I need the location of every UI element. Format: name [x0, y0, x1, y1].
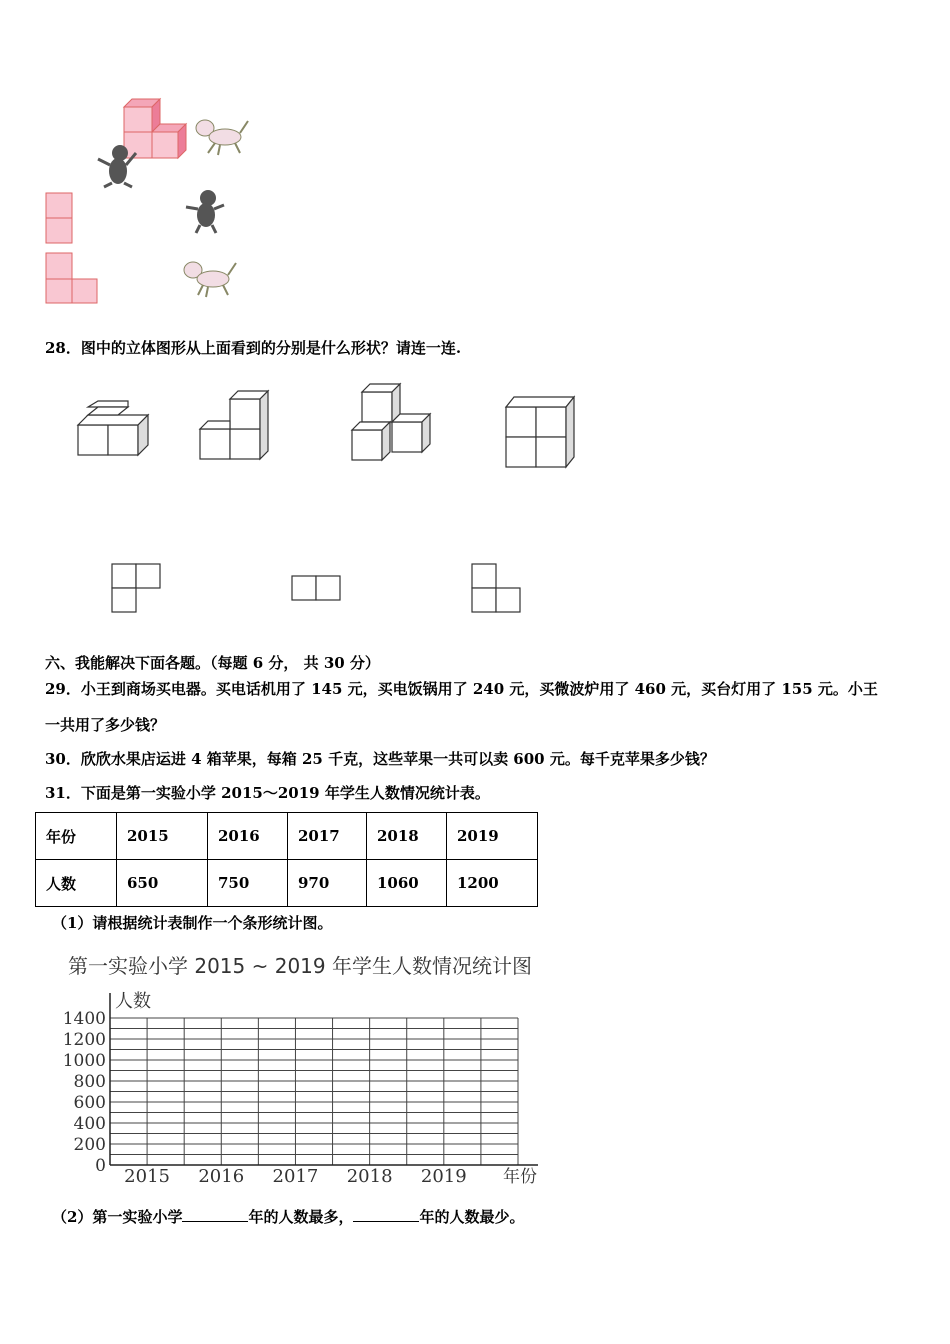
q31-sub2	[52, 1206, 524, 1227]
chart-x-axis-label: 年份	[503, 1167, 537, 1187]
q28-question: 28．图中的立体图形从上面看到的分别是什么形状？请连一连.	[45, 339, 462, 357]
front-view-column	[46, 193, 72, 243]
q30-question: 30．欣欣水果店运进 4 箱苹果，每箱 25 千克，这些苹果一共可以卖 600 元。每千克苹果多少钱？	[45, 750, 715, 768]
q31-sub2-part-a: （2）第一实验小学	[52, 1208, 183, 1226]
x-tick-label: 2016	[198, 1166, 245, 1187]
x-tick-label: 2017	[272, 1166, 319, 1187]
table-cell: 2019	[447, 813, 538, 860]
table-cell: 年份	[36, 813, 117, 860]
solid-figure-3	[352, 384, 430, 460]
table-cell: 2018	[367, 813, 447, 860]
q31-sub2-part-b: 年的人数最多，	[248, 1208, 354, 1226]
chart-y-tick-labels	[63, 1009, 106, 1176]
top-view-3	[472, 564, 520, 612]
table-cell: 1060	[367, 860, 447, 907]
q28-top-views	[100, 560, 540, 620]
answer-blank-least[interactable]	[353, 1207, 419, 1222]
section-heading: 六、我能解决下面各题。（每题 6 分， 共 30 分）	[45, 654, 380, 672]
top-view-1	[112, 564, 160, 612]
table-cell: 2017	[288, 813, 367, 860]
cube-stack-icon	[124, 99, 186, 158]
chart-title: 第一实验小学 2015 ~ 2019 年学生人数情况统计图	[68, 954, 532, 978]
table-row	[36, 813, 538, 860]
table-cell: 1200	[447, 860, 538, 907]
x-tick-label: 2019	[420, 1166, 467, 1187]
solid-figure-2	[200, 391, 268, 459]
y-tick-label: 600	[73, 1093, 106, 1113]
table-cell: 650	[117, 860, 208, 907]
y-tick-label: 1000	[62, 1051, 106, 1071]
y-tick-label: 400	[73, 1114, 106, 1134]
table-cell: 970	[288, 860, 367, 907]
x-tick-label: 2018	[346, 1166, 393, 1187]
bar-chart-grid	[55, 985, 555, 1190]
stat-table	[35, 812, 538, 907]
dog-icon	[196, 120, 248, 155]
dog-icon	[184, 262, 236, 297]
y-tick-label: 1400	[62, 1009, 106, 1029]
top-view-2	[292, 576, 340, 600]
table-cell: 2016	[208, 813, 288, 860]
q31-sub2-part-c: 年的人数最少。	[419, 1208, 525, 1226]
solid-figure-4	[506, 397, 574, 467]
q29-line1: 29．小王到商场买电器。买电话机用了 145 元，买电饭锅用了 240 元，买微波炉用了 460 元，买台灯用了 155 元。小王	[45, 680, 878, 698]
y-tick-label: 200	[73, 1135, 106, 1155]
y-tick-label: 800	[73, 1072, 106, 1092]
q31-question: 31．下面是第一实验小学 2015～2019 年学生人数情况统计表。	[45, 784, 490, 802]
table-row	[36, 860, 538, 907]
chart-x-tick-labels	[124, 1166, 467, 1187]
x-tick-label: 2015	[124, 1166, 170, 1187]
q27-figure	[40, 95, 260, 310]
chart-y-axis-label: 人数	[115, 991, 151, 1012]
q28-solid-figures	[70, 375, 590, 475]
monkey-icon	[186, 190, 224, 233]
y-tick-label: 1200	[62, 1030, 106, 1050]
table-cell: 人数	[36, 860, 117, 907]
q29-line2: 一共用了多少钱？	[45, 716, 166, 734]
q31-sub1: （1）请根据统计表制作一个条形统计图。	[52, 914, 333, 932]
y-tick-label: 0	[95, 1156, 106, 1176]
side-view-l-shape	[46, 253, 97, 303]
solid-figure-1	[78, 401, 148, 455]
chart-gridlines	[110, 993, 538, 1165]
answer-blank-most[interactable]	[182, 1207, 248, 1222]
table-cell: 750	[208, 860, 288, 907]
table-cell: 2015	[117, 813, 208, 860]
